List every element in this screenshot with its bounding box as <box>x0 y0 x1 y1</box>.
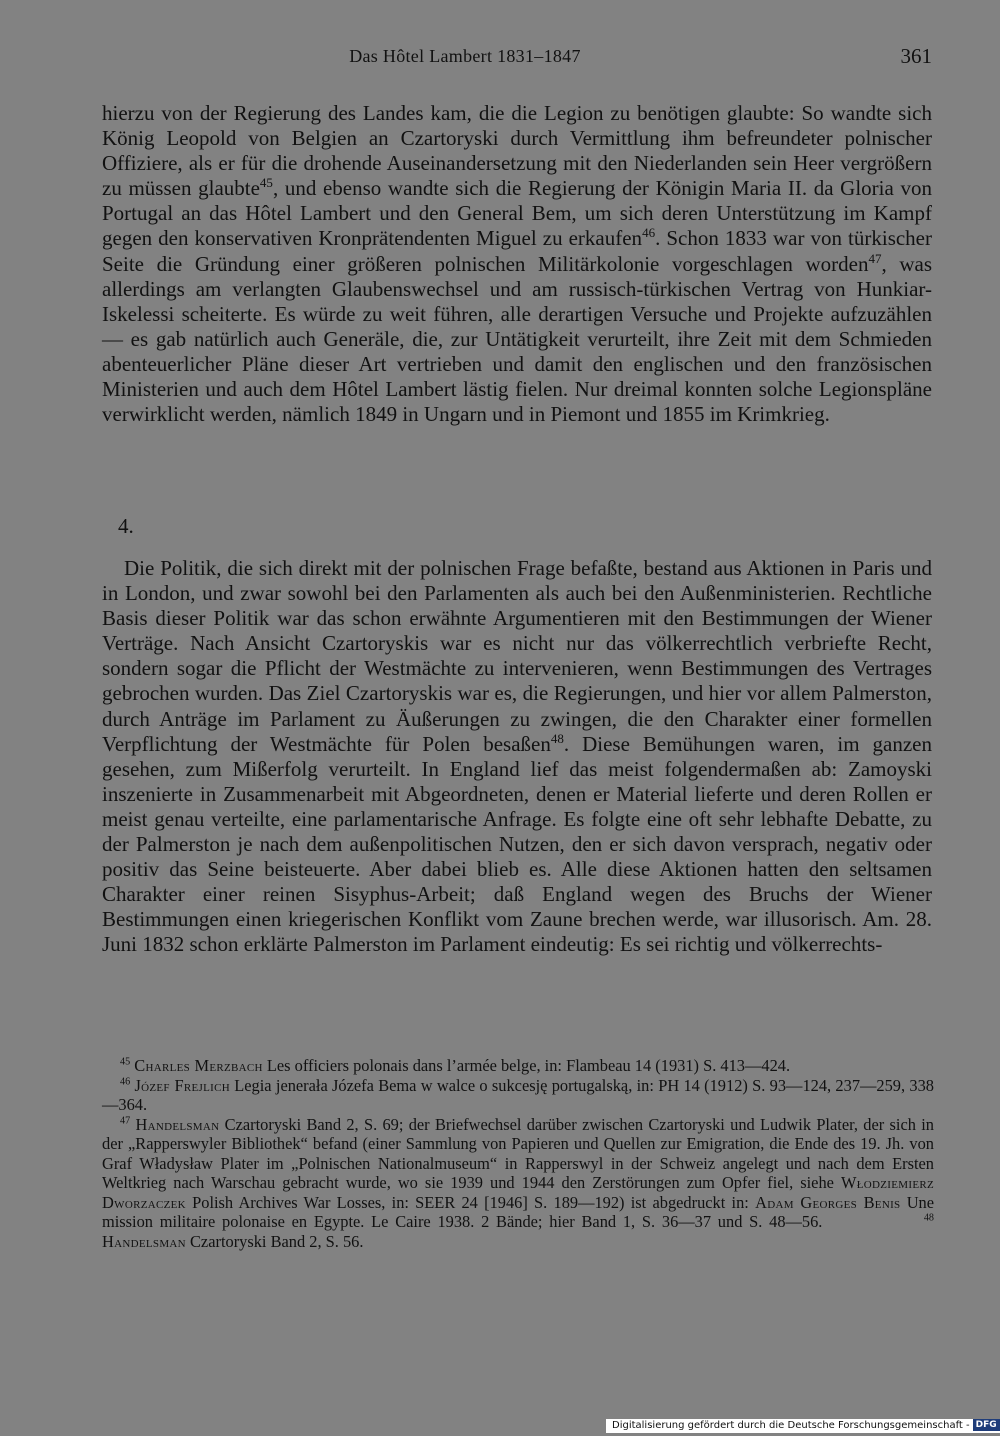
footnote-text: Polish Archives War Losses, in: SEER 24 [1946] S. 189—192) ist abgedruckt in: <box>185 1192 756 1212</box>
footnote-author: Handelsman <box>135 1114 220 1134</box>
footnote-ref-48: 48 <box>550 730 564 746</box>
running-title: Das Hôtel Lambert 1831–1847 <box>349 46 581 66</box>
paragraph-text: . Diese Bemühungen waren, im ganzen gesehen, zum Mißerfolg verurteilt. In England lief das meist folgendermaßen ab: Zamoyski inszenierte in Zusammenarbeit mit Abgeordneten, denen er Material lieferte und deren Rollen er meist genau verteilte, eine parlamentarische Anfrage. Es folgte eine oft sehr lebhafte Debatte, zu der Palmerston je nach dem außenpolitischen Nutzen, den er sich davon versprach, negativ oder positiv das Seine beisteuerte. Aber dabei blieb es. Alle diese Aktionen hatten den seltsamen Charakter einer reinen Sisyphus-Arbeit; daß England wegen des Bruchs der Wiener Bestimmungen einen kriegerischen Konflikt vom Zaune brechen werde, war illusorisch. Am. 28. Juni 1832 schon erklärte Palmerston im Parlament eindeutig: Es sei richtig und völkerrechts- <box>102 731 932 957</box>
body-paragraph-1 <box>102 101 932 427</box>
footnotes <box>102 1056 934 1251</box>
paragraph-text: , und ebenso wandte sich die Regierung der Königin Maria II. da Gloria von Portugal an das Hôtel Lambert und den General Bem, um sich deren Unterstützung im Kampf gegen den konservativen Kronprätendenten Miguel zu erkaufen <box>102 176 932 251</box>
footnote-text: Czartoryski Band 2, S. 69; der Briefwechsel darüber zwischen Czartoryski und Ludwik Plater, der sich in der „Rapperswyler Bibliothek“ befand (einer Sammlung von Papieren und Quellen zur Emigration, die Ende des 19. Jh. von Graf Władysław Plater im „Polnischen Nationalmuseum“ in Rapperswyl in der Schweiz angelegt und nach dem Ersten Weltkrieg nach Warschau gebracht wurde, wo sie 1939 und 1944 den Zerstörungen zum Opfer fiel, siehe <box>102 1114 934 1192</box>
footnote-number: 48 <box>923 1212 934 1224</box>
footnote-text: Les officiers polonais dans l’armée belge, in: Flambeau 14 (1931) S. 413—424. <box>262 1056 791 1075</box>
footnote-text: Legia jenerała Józefa Bema w walce o sukcesję portugalską, in: PH 14 (1912) S. 93—124, 237—259, 338—364. <box>102 1075 934 1114</box>
credit-text: Digitalisierung gefördert durch die Deutsche Forschungsgemeinschaft - <box>612 1420 970 1431</box>
footnote-author: Charles Merzbach <box>134 1056 263 1075</box>
footnote-number: 47 <box>120 1115 131 1127</box>
body-paragraph-2 <box>102 556 932 958</box>
footnote-text: Czartoryski Band 2, S. 56. <box>185 1231 364 1251</box>
footnote-number: 46 <box>120 1076 131 1088</box>
page-number: 361 <box>900 44 932 68</box>
footnote-ref-45: 45 <box>259 175 273 191</box>
section-number: 4. <box>118 514 134 538</box>
footnote-45 <box>102 1056 934 1076</box>
paragraph-text: . Schon 1833 war von türkischer Seite die Gründung einer größeren polnischen Militärkolonie vorgeschlagen worden <box>102 226 932 276</box>
paragraph-text: hierzu von der Regierung des Landes kam, die die Legion zu benötigen glaubte: So wandte sich König Leopold von Belgien an Czartoryski durch Vermittlung ihm befreundeter polnischer Offiziere, als er für die drohende Auseinandersetzung mit den Niederlanden sein Heer vergrößern zu müssen glaubte <box>102 101 932 201</box>
digitization-credit <box>606 1419 1000 1433</box>
footnote-author: Włodziemierz Dworzaczek <box>102 1173 934 1212</box>
footnote-47-48 <box>102 1115 934 1252</box>
footnote-46 <box>102 1076 934 1115</box>
footnote-author: Adam Georges Benis <box>755 1192 901 1212</box>
paragraph-text: , was allerdings am verlangten Glaubenswechsel und am russisch-türkischen Vertrag von Hunkiar-Iskelessi scheiterte. Es würde zu weit führen, alle derartigen Versuche und Projekte aufzuzählen — es gab natürlich auch Generäle, die, zur Untätigkeit verurteilt, ihre Zeit mit dem Schmieden abenteuerlicher Pläne dieser Art vertrieben und damit den englischen und den französischen Ministerien und auch dem Hôtel Lambert lästig fielen. Nur dreimal konnten solche Legionspläne verwirklicht werden, nämlich 1849 in Ungarn und in Piemont und 1855 im Krimkrieg. <box>102 251 932 427</box>
footnote-author: Józef Frejlich <box>134 1075 230 1095</box>
footnote-ref-46: 46 <box>642 225 656 241</box>
footnote-ref-47: 47 <box>868 250 882 266</box>
footnote-text: Une mission militaire polonaise en Egypte. Le Caire 1938. 2 Bände; hier Band 1, S. 36—37 und S. 48—56. <box>102 1192 934 1231</box>
footnote-author: Handelsman <box>102 1231 186 1251</box>
footnote-number: 45 <box>120 1056 131 1068</box>
paragraph-text: Die Politik, die sich direkt mit der polnischen Frage befaßte, bestand aus Aktionen in Paris und in London, und zwar sowohl bei den Parlamenten als auch bei den Außenministerien. Rechtliche Basis dieser Politik war das schon erwähnte Argumentieren mit den Bestimmungen der Wiener Verträge. Nach Ansicht Czartoryskis war es nicht nur das völkerrechtlich verbriefte Recht, sondern sogar die Pflicht der Westmächte zu intervenieren, wenn Bestimmungen des Vertrages gebrochen wurden. Das Ziel Czartoryskis war es, die Regierungen, und hier vor allem Palmerston, durch Anträge im Parlament zu Äußerungen zu zwingen, die den Charakter einer formellen Verpflichtung der Westmächte für Polen besaßen <box>102 556 932 756</box>
dfg-logo: DFG <box>973 1419 1000 1431</box>
